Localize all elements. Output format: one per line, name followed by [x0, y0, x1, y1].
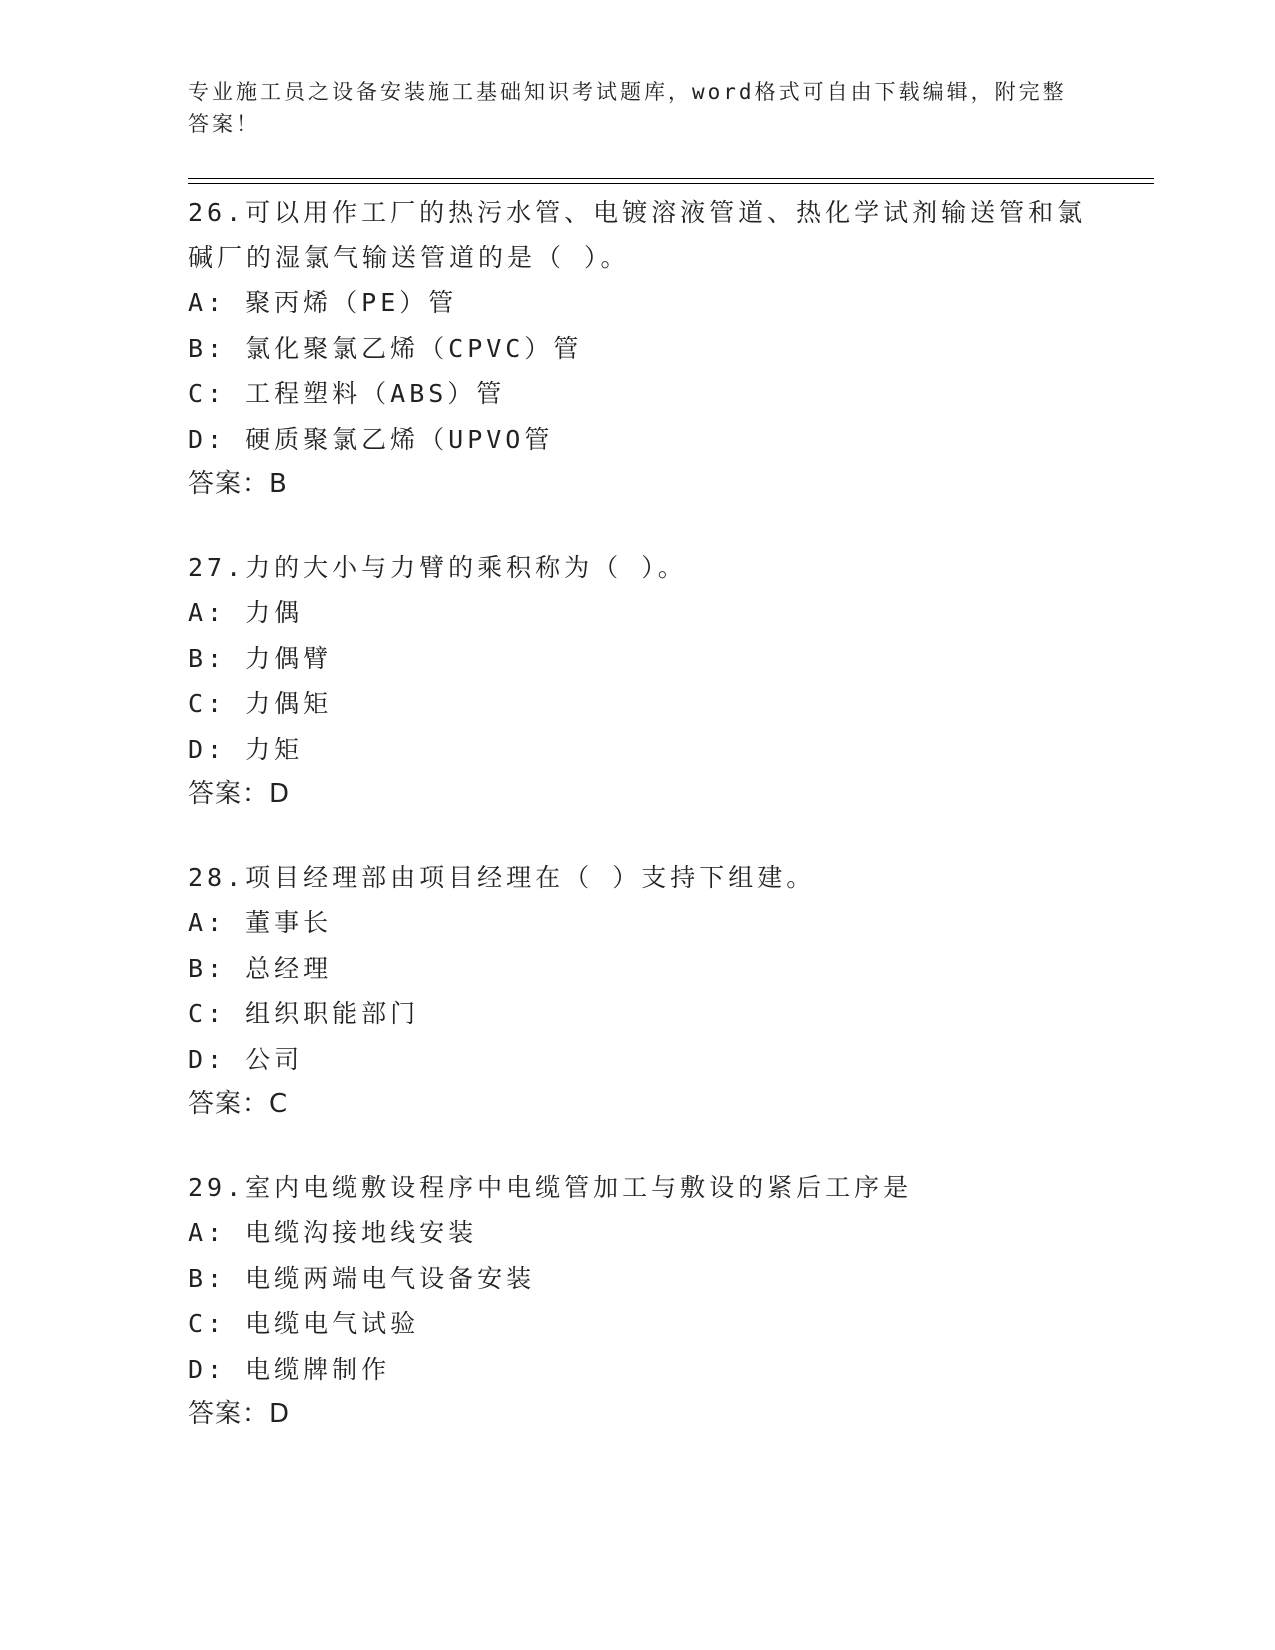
option-b: B: 总经理 — [188, 953, 333, 983]
option-d: D: 公司 — [188, 1044, 304, 1074]
question-27 — [188, 545, 1088, 817]
question-28 — [188, 855, 1088, 1127]
option-c: C: 力偶矩 — [188, 689, 333, 718]
option-d: D: 电缆牌制作 — [188, 1354, 391, 1384]
question-stem: 27.力的大小与力臂的乘积称为（ ）。 — [188, 553, 687, 582]
question-stem: 28.项目经理部由项目经理在（ ）支持下组建。 — [188, 863, 816, 892]
answer-line: 答案：D — [188, 779, 291, 809]
header-divider-bottom — [188, 183, 1154, 184]
option-c: C: 电缆电气试验 — [188, 1309, 420, 1338]
option-b: B: 电缆两端电气设备安装 — [188, 1263, 536, 1293]
option-c: C: 组织职能部门 — [188, 999, 420, 1028]
question-29 — [188, 1165, 1088, 1437]
option-a: A: 聚丙烯（PE）管 — [188, 288, 458, 317]
question-26 — [188, 190, 1088, 507]
option-a: A: 力偶 — [188, 598, 304, 627]
header-divider-top — [188, 178, 1154, 179]
question-stem: 29.室内电缆敷设程序中电缆管加工与敷设的紧后工序是 — [188, 1173, 913, 1202]
option-c: C: 工程塑料（ABS）管 — [188, 379, 506, 408]
option-b: B: 力偶臂 — [188, 643, 333, 673]
answer-line: 答案：C — [188, 1089, 289, 1119]
question-stem: 26.可以用作工厂的热污水管、电镀溶液管道、热化学试剂输送管和氯碱厂的湿氯气输送管道的是（ ）。 — [188, 198, 1087, 272]
option-a: A: 董事长 — [188, 908, 333, 937]
answer-line: 答案：B — [188, 469, 288, 499]
document-header: 专业施工员之设备安装施工基础知识考试题库，word格式可自由下载编辑，附完整答案！ — [188, 80, 1067, 136]
option-b: B: 氯化聚氯乙烯（CPVC）管 — [188, 333, 583, 363]
answer-line: 答案：D — [188, 1399, 291, 1429]
option-d: D: 硬质聚氯乙烯（UPVO管 — [188, 424, 554, 454]
option-d: D: 力矩 — [188, 734, 304, 764]
question-list — [188, 190, 1088, 1475]
option-a: A: 电缆沟接地线安装 — [188, 1218, 478, 1247]
